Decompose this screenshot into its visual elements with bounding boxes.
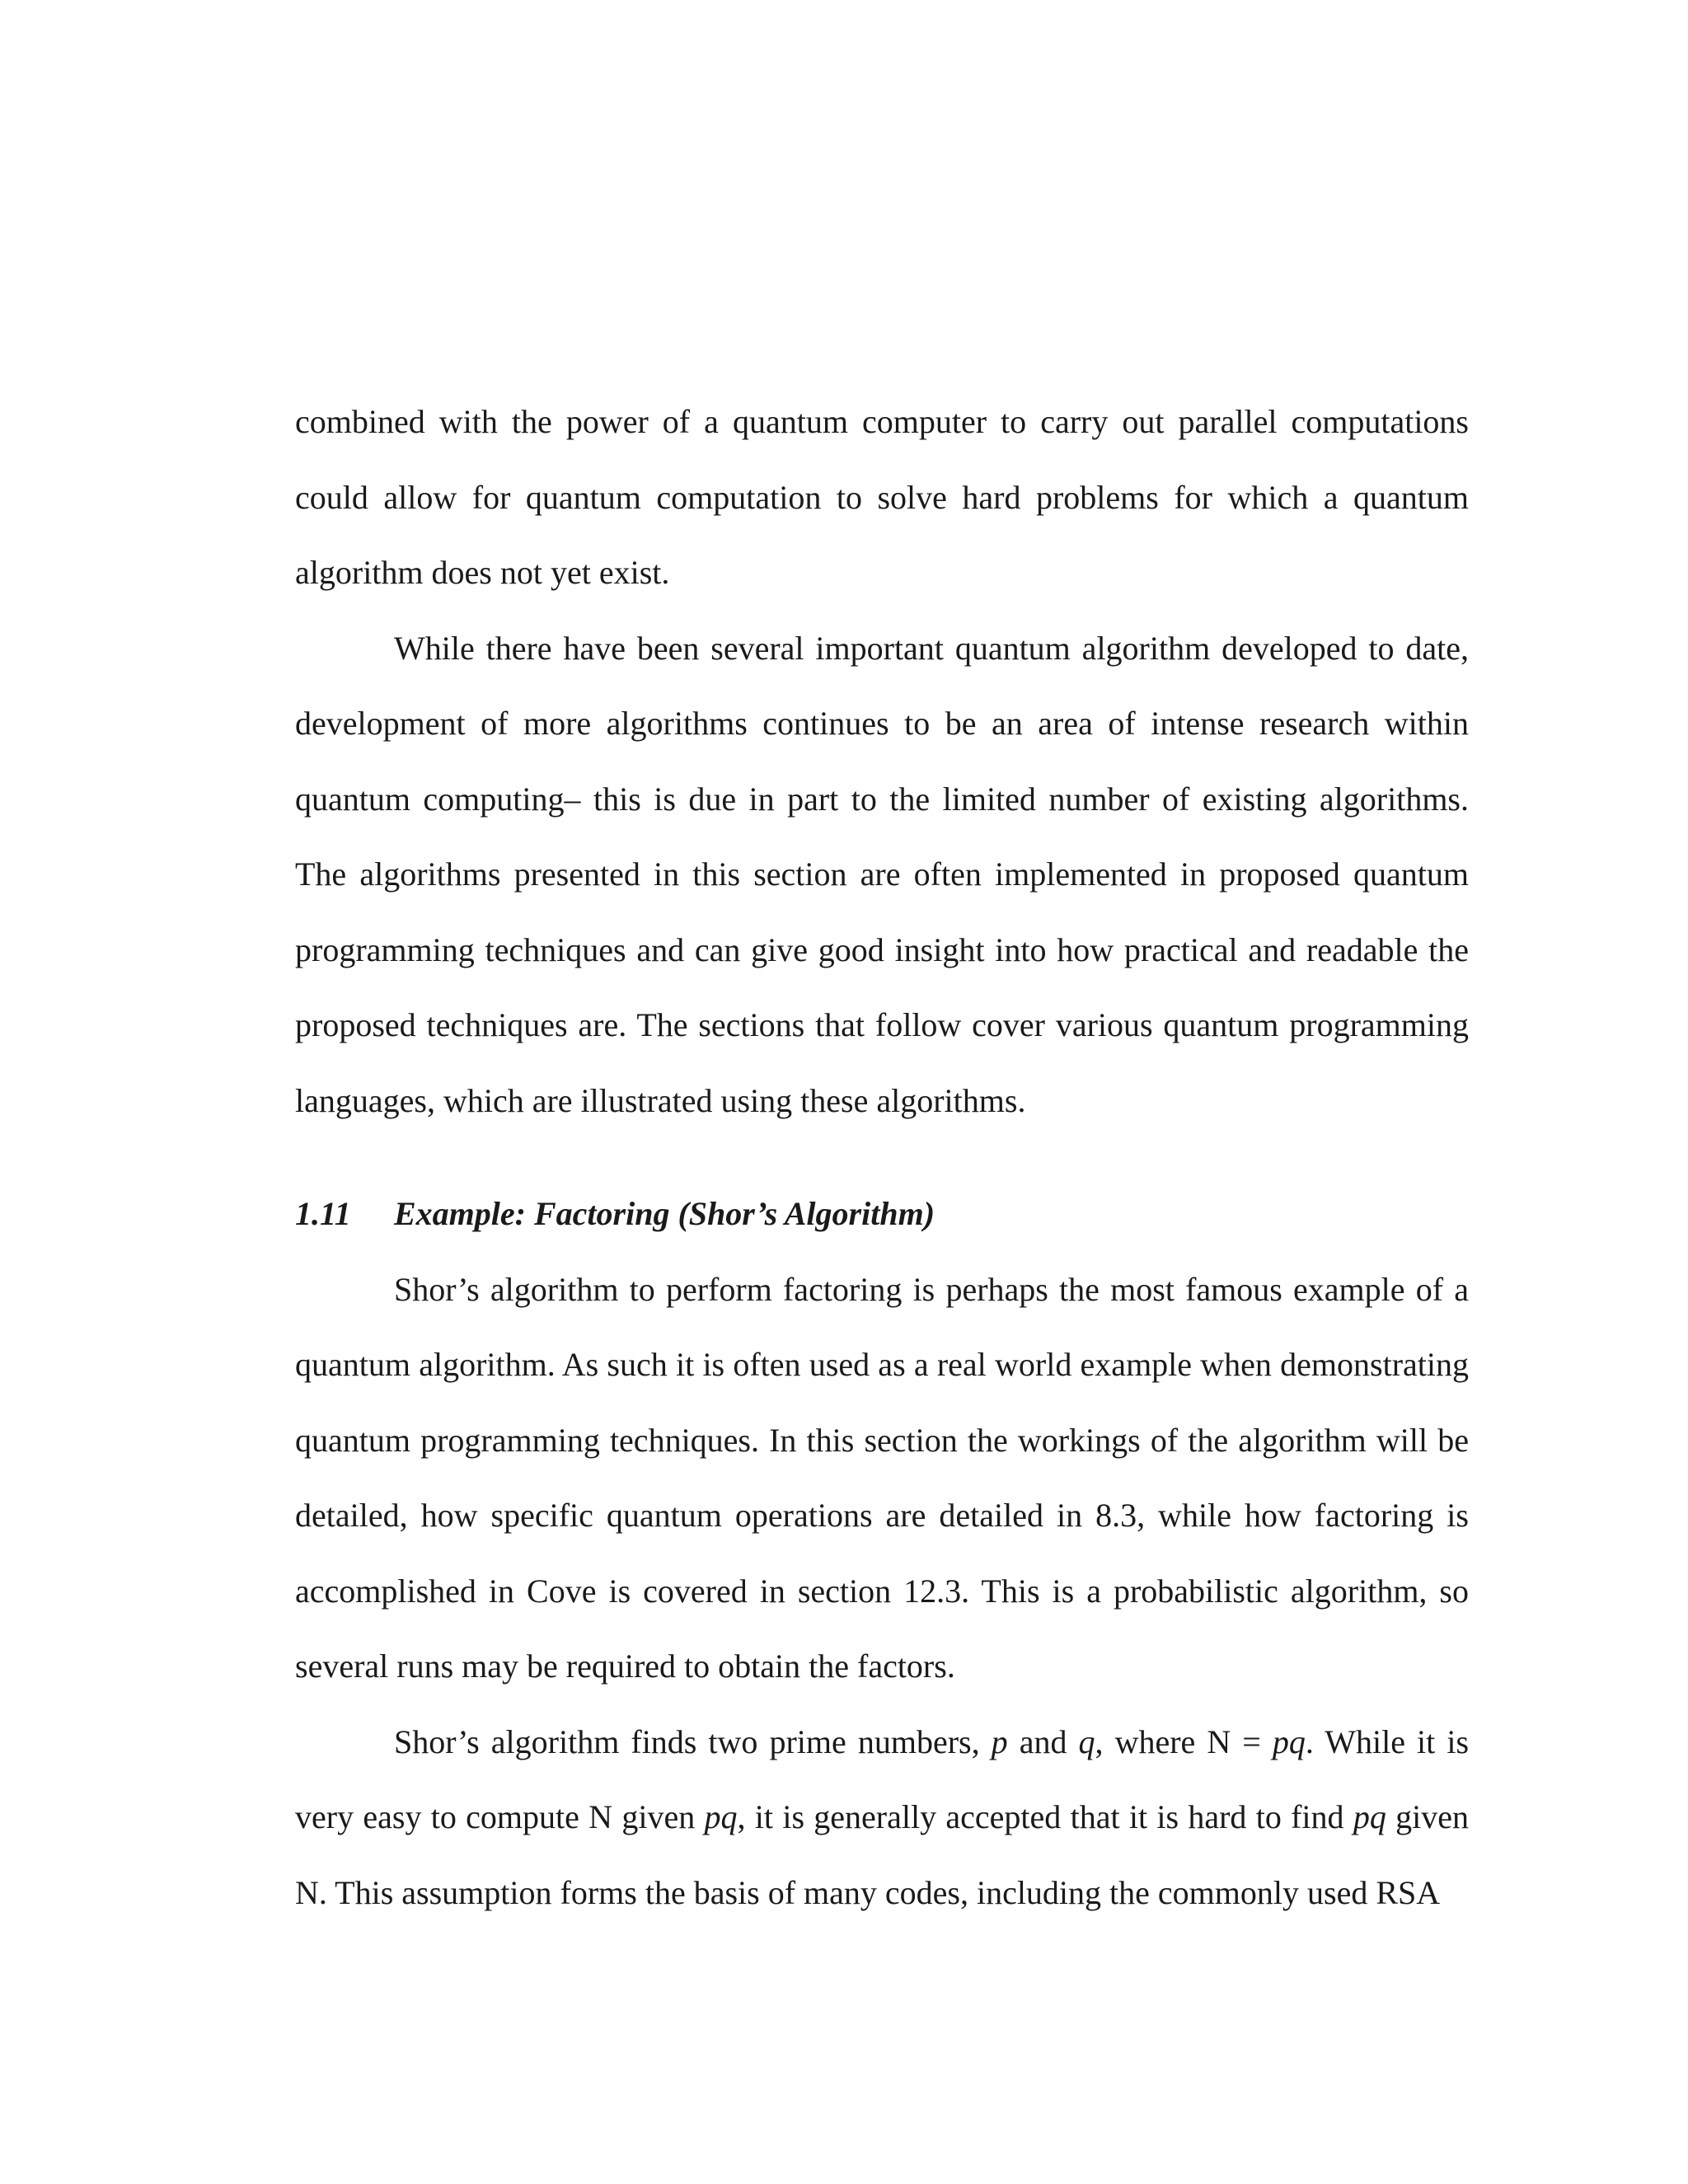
section-heading (295, 1176, 1469, 1252)
variable-p: p (991, 1722, 1008, 1760)
section-title: Example: Factoring (Shor’s Algorithm) (394, 1195, 935, 1232)
variable-q: q (1078, 1722, 1095, 1760)
variable-pq: pq (704, 1798, 738, 1835)
paragraph-intro: combined with the power of a quantum computer to carry out parallel computations could allow for quantum computation to solve hard problems for which a quantum algorithm does not yet exist. (295, 403, 1469, 591)
paragraph-shor-primes (295, 1704, 1469, 1931)
text-run: . While it is very easy to compute N given (295, 1722, 1470, 1835)
paragraph-shor-intro: Shor’s algorithm to perform factoring is perhaps the most famous example of a quantum algorithm. As such it is often used as a real world example when demonstrating quantum programming techniques. In this section the workings of the algorithm will be detailed, how specific quantum operations are detailed in 8.3, while how factoring is accomplished in Cove is covered in section 12.3. This is a probabilistic algorithm, so several runs may be required to obtain the factors. (295, 1270, 1469, 1685)
variable-pq: pq (1353, 1798, 1386, 1835)
text-run: , it is generally accepted that it is hard to find (737, 1798, 1353, 1835)
section-number: 1.11 (295, 1195, 351, 1232)
paragraph-algorithms-overview: While there have been several important quantum algorithm developed to date, development of more algorithms continues to be an area of intense research within quantum computing– this is due in part to the limited number of existing algorithms. The algorithms presented in this section are often implemented in proposed quantum programming techniques and can give good insight into how practical and readable the proposed techniques are. The sections that follow cover various quantum programming languages, which are illustrated using these algorithms. (295, 629, 1469, 1119)
text-run: and (1007, 1722, 1079, 1760)
variable-pq: pq (1272, 1722, 1306, 1760)
text-run: , where N = (1095, 1722, 1273, 1760)
page-body (295, 384, 1469, 1930)
text-run: given N. This assumption forms the basis of many codes, including the commonly used RSA (295, 1798, 1470, 1911)
text-run: Shor’s algorithm finds two prime numbers, (394, 1722, 992, 1760)
